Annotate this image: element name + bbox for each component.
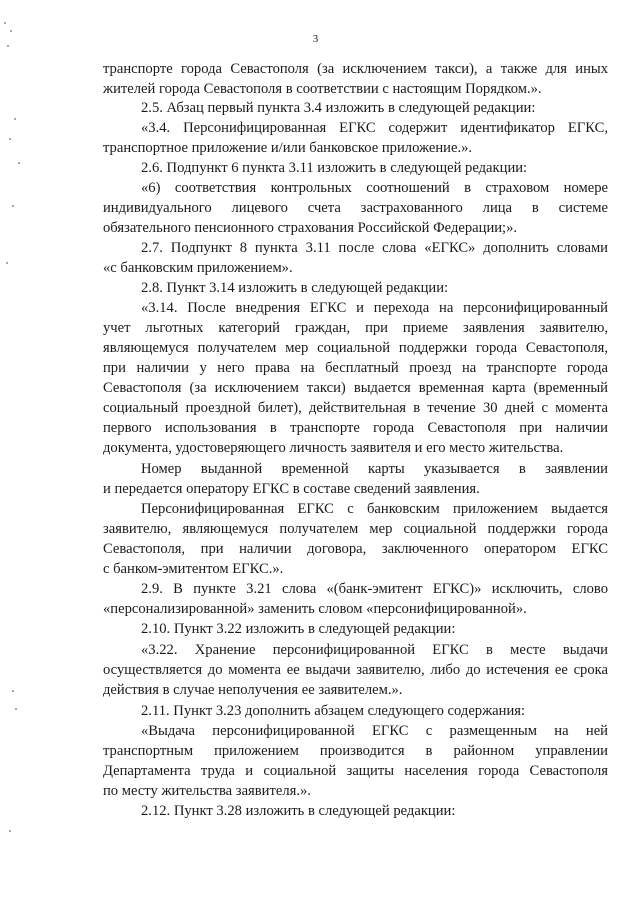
text-line: «3.22. Хранение персонифицированной ЕГКС в месте выдачи xyxy=(141,642,608,658)
text-line: «с банковским приложением». xyxy=(103,260,293,276)
text-line: при наличии у него права на бесплатный проезд на транспорте города xyxy=(103,360,608,376)
scan-speck xyxy=(9,138,11,140)
text-line: жителей города Севастополя в соответствии с настоящим Порядком.». xyxy=(103,81,542,97)
scan-speck xyxy=(4,22,6,24)
scan-speck xyxy=(10,30,12,32)
scan-speck xyxy=(7,45,9,47)
text-line: документа, удостоверяющего личность заявителя и его место жительства. xyxy=(103,440,564,456)
text-line: Департамента труда и социальной защиты населения города Севастополя xyxy=(103,763,608,779)
text-line: «6) соответствия контрольных соотношений в страховом номере xyxy=(141,180,608,196)
scan-speck xyxy=(18,162,20,164)
text-line: транспортным приложением производится в районном управлении xyxy=(103,743,608,759)
text-line: «персонализированной» заменить словом «персонифицированной». xyxy=(103,601,527,617)
scan-speck xyxy=(6,262,8,264)
scan-speck xyxy=(12,690,14,692)
text-line: 2.5. Абзац первый пункта 3.4 изложить в следующей редакции: xyxy=(141,100,536,116)
page-number: 3 xyxy=(312,33,319,45)
text-line: «Выдача персонифицированной ЕГКС с размещенным на ней xyxy=(141,723,608,739)
text-line: Персонифицированная ЕГКС с банковским приложением выдается xyxy=(141,501,608,517)
text-line: с банком-эмитентом ЕГКС.». xyxy=(103,561,284,577)
text-line: транспортное приложение и/или банковское приложение.». xyxy=(103,140,473,156)
text-line: осуществляется до момента ее выдачи заявителю, либо до истечения ее срока xyxy=(103,662,608,678)
scan-speck xyxy=(9,830,11,832)
text-line: 2.8. Пункт 3.14 изложить в следующей редакции: xyxy=(141,280,449,296)
text-line: Севастополя, при наличии договора, заключенного оператором ЕГКС xyxy=(103,541,608,557)
text-line: первого использования в транспорте города Севастополя при наличии xyxy=(103,420,608,436)
text-line: действия в случае неполучения ее заявителем.». xyxy=(103,682,403,698)
text-line: 2.9. В пункте 3.21 слова «(банк-эмитент ЕГКС)» исключить, слово xyxy=(141,581,608,597)
text-line: 2.7. Подпункт 8 пункта 3.11 после слова «ЕГКС» дополнить словами xyxy=(141,240,608,256)
text-line: Севастополя (за исключением такси) выдается временная карта (временный xyxy=(103,380,608,396)
text-line: учет льготных категорий граждан, при приеме заявления заявителю, xyxy=(103,320,608,336)
text-line: 2.10. Пункт 3.22 изложить в следующей редакции: xyxy=(141,621,456,637)
text-line: заявителю, являющемуся получателем мер социальной поддержки города xyxy=(103,521,608,537)
text-line: индивидуального лицевого счета застрахованного лица в системе xyxy=(103,200,608,216)
text-line: являющемуся получателем мер социальной поддержки города Севастополя, xyxy=(103,340,608,356)
scan-speck xyxy=(12,205,14,207)
text-line: и передается оператору ЕГКС в составе сведений заявления. xyxy=(103,481,480,497)
scan-speck xyxy=(15,708,17,710)
text-line: обязательного пенсионного страхования Российской Федерации;». xyxy=(103,220,518,236)
text-line: 2.12. Пункт 3.28 изложить в следующей редакции: xyxy=(141,803,456,819)
text-line: 2.11. Пункт 3.23 дополнить абзацем следующего содержания: xyxy=(141,703,526,719)
text-line: 2.6. Подпункт 6 пункта 3.11 изложить в следующей редакции: xyxy=(141,160,528,176)
text-line: Номер выданной временной карты указывается в заявлении xyxy=(141,461,608,477)
text-line: «3.14. После внедрения ЕГКС и перехода на персонифицированный xyxy=(141,300,608,316)
text-line: «3.4. Персонифицированная ЕГКС содержит идентификатор ЕГКС, xyxy=(141,120,608,136)
text-line: социальный проездной билет), действительная в течение 30 дней с момента xyxy=(103,400,608,416)
text-line: транспорте города Севастополя (за исключением такси), а также для иных xyxy=(103,61,608,77)
scan-speck xyxy=(14,118,16,120)
text-line: по месту жительства заявителя.». xyxy=(103,783,311,799)
